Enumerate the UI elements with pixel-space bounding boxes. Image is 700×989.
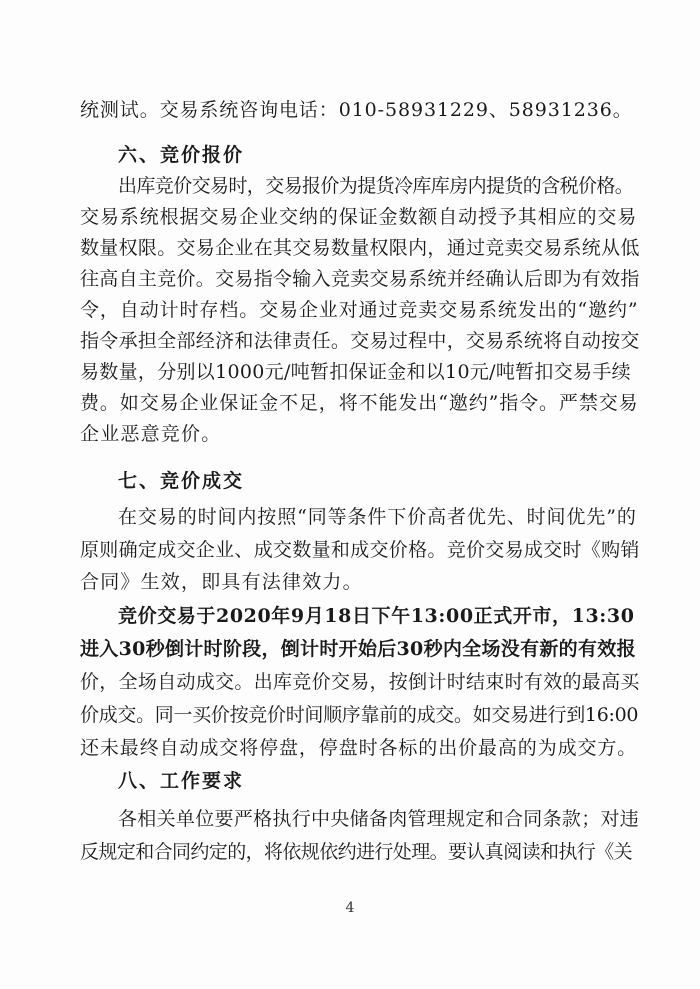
page-number: 4 (345, 900, 355, 916)
text-line: 价，全场自动成交。出库竞价交易，按倒计时结束时有效的最高买 (80, 671, 640, 693)
text-line: 合同》生效，即具有法律效力。 (80, 571, 363, 593)
text-line: 令，自动计时存档。交易企业对通过竞卖交易系统发出的“邀约” (80, 299, 639, 321)
text-line: 还未最终自动成交将停盘，停盘时各标的出价最高的为成交方。 (80, 737, 638, 759)
text-line: 原则确定成交企业、成交数量和成交价格。竞价交易成交时《购销 (80, 539, 640, 561)
text-line-bold: 竞价交易于2020年9月18日下午13:00正式开市，13:30 (118, 605, 635, 627)
text-line: 数量权限。交易企业在其交易数量权限内，通过竞卖交易系统从低 (80, 237, 640, 259)
text-line: 统测试。交易系统咨询电话：010-58931229、58931236。 (80, 99, 633, 121)
text-line: 出库竞价交易时，交易报价为提货冷库库房内提货的含税价格。 (118, 175, 634, 197)
text-line-bold: 进入30秒倒计时阶段，倒计时开始后30秒内全场没有新的有效报 (80, 638, 636, 660)
text-line: 反规定和合同约定的，将依规依约进行处理。要认真阅读和执行《关 (80, 841, 633, 863)
text-line: 交易系统根据交易企业交纳的保证金数额自动授予其相应的交易 (80, 206, 638, 228)
text-line: 往高自主竞价。交易指令输入竞卖交易系统并经确认后即为有效指 (80, 268, 640, 290)
section-heading-7: 七、竞价成交 (118, 470, 245, 492)
text-line: 各相关单位要严格执行中央储备肉管理规定和合同条款；对违 (118, 808, 640, 830)
text-line: 易数量，分别以1000元/吨暂扣保证金和以10元/吨暂扣交易手续 (80, 361, 631, 383)
text-line: 指令承担全部经济和法律责任。交易过程中，交易系统将自动按交 (80, 330, 640, 352)
section-heading-6: 六、竞价报价 (118, 144, 245, 166)
text-line: 在交易的时间内按照“同等条件下价高者优先、时间优先”的 (118, 506, 637, 528)
text-line: 价成交。同一买价按竞价时间顺序靠前的成交。如交易进行到16:00 (80, 704, 639, 726)
text-line: 企业恶意竞价。 (80, 423, 222, 445)
section-heading-8: 八、工作要求 (118, 770, 245, 792)
text-line: 费。如交易企业保证金不足，将不能发出“邀约”指令。严禁交易 (80, 392, 639, 414)
